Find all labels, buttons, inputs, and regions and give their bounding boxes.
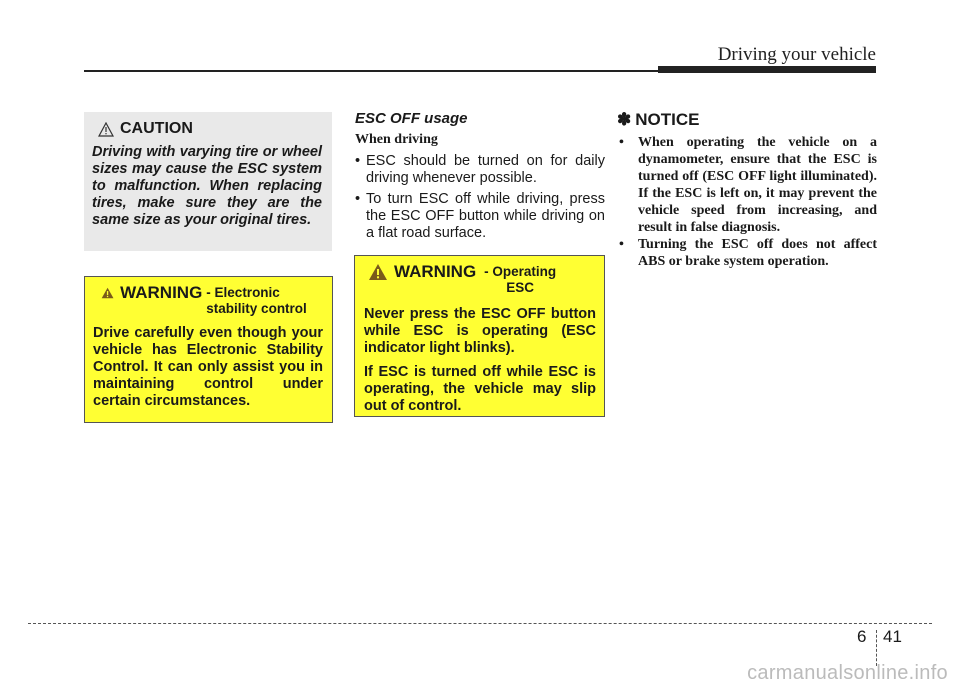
caution-body: Driving with varying tire or wheel sizes may cause the ESC system to malfunction. When replacing tires, make sure they are the same size as your original tires. xyxy=(92,144,322,228)
warning-esc-box xyxy=(84,276,333,423)
watermark: carmanualsonline.info xyxy=(747,662,948,684)
warning-esc-subtitle: - Electronic stability control xyxy=(206,285,307,316)
notice-title: NOTICE xyxy=(635,110,700,129)
warning-operating-title: WARNING xyxy=(394,262,477,281)
warning-esc-header xyxy=(101,283,323,317)
warning-operating-body xyxy=(364,306,596,415)
header-title: Driving your vehicle xyxy=(717,44,876,65)
esc-off-section xyxy=(355,110,605,246)
list-item xyxy=(355,191,605,242)
caution-header xyxy=(98,120,322,138)
list-item-text: Turning the ESC off does not affect ABS or brake system operation. xyxy=(638,237,877,269)
warning-operating-paragraph: Never press the ESC OFF button while ESC is operating (ESC indicator light blinks). xyxy=(364,306,596,356)
esc-off-title: ESC OFF usage xyxy=(355,110,468,127)
notice-header xyxy=(617,110,877,130)
header-rule-accent xyxy=(658,66,876,73)
warning-triangle-outline-icon xyxy=(98,122,114,137)
bullet-icon: • xyxy=(619,237,624,252)
warning-triangle-filled-icon xyxy=(368,263,388,281)
list-item-text: When operating the vehicle on a dynamometer, ensure that the ESC is turned off (ESC OFF light illuminated). If the ESC is left on, it may prevent the vehicle speed from increasing, and result in false diagnosis. xyxy=(638,135,877,235)
list-item-text: To turn ESC off while driving, press the ESC OFF button while driving on a flat road surface. xyxy=(366,191,605,241)
esc-off-list xyxy=(355,153,605,242)
warning-operating-subtitle: - Operating ESC xyxy=(484,264,557,295)
warning-operating-box xyxy=(354,255,605,417)
warning-triangle-filled-icon xyxy=(101,284,114,302)
bullet-icon: • xyxy=(355,153,361,169)
esc-off-subtitle: When driving xyxy=(355,132,438,147)
warning-esc-paragraph: Drive carefully even though your vehicle has Electronic Stability Control. It can only assist you in maintaining control under certain circumstances. xyxy=(93,325,323,409)
bullet-icon: • xyxy=(355,191,361,207)
caution-box xyxy=(84,112,332,251)
page-separator xyxy=(876,630,877,666)
bullet-icon: • xyxy=(619,135,624,150)
page-number: 41 xyxy=(883,627,902,646)
footer-rule xyxy=(28,623,932,624)
notice-icon: ✽ xyxy=(617,110,632,129)
page-chapter: 6 xyxy=(857,627,867,646)
list-item xyxy=(617,236,877,270)
caution-title: CAUTION xyxy=(120,120,193,137)
notice-section xyxy=(617,110,877,270)
list-item xyxy=(617,134,877,236)
list-item xyxy=(355,153,605,187)
warning-operating-paragraph: If ESC is turned off while ESC is operating, the vehicle may slip out of control. xyxy=(364,364,596,414)
warning-operating-header xyxy=(368,262,596,296)
warning-esc-body xyxy=(93,325,323,410)
list-item-text: ESC should be turned on for daily driving whenever possible. xyxy=(366,153,605,186)
warning-esc-title: WARNING xyxy=(120,283,203,302)
notice-list xyxy=(617,134,877,270)
